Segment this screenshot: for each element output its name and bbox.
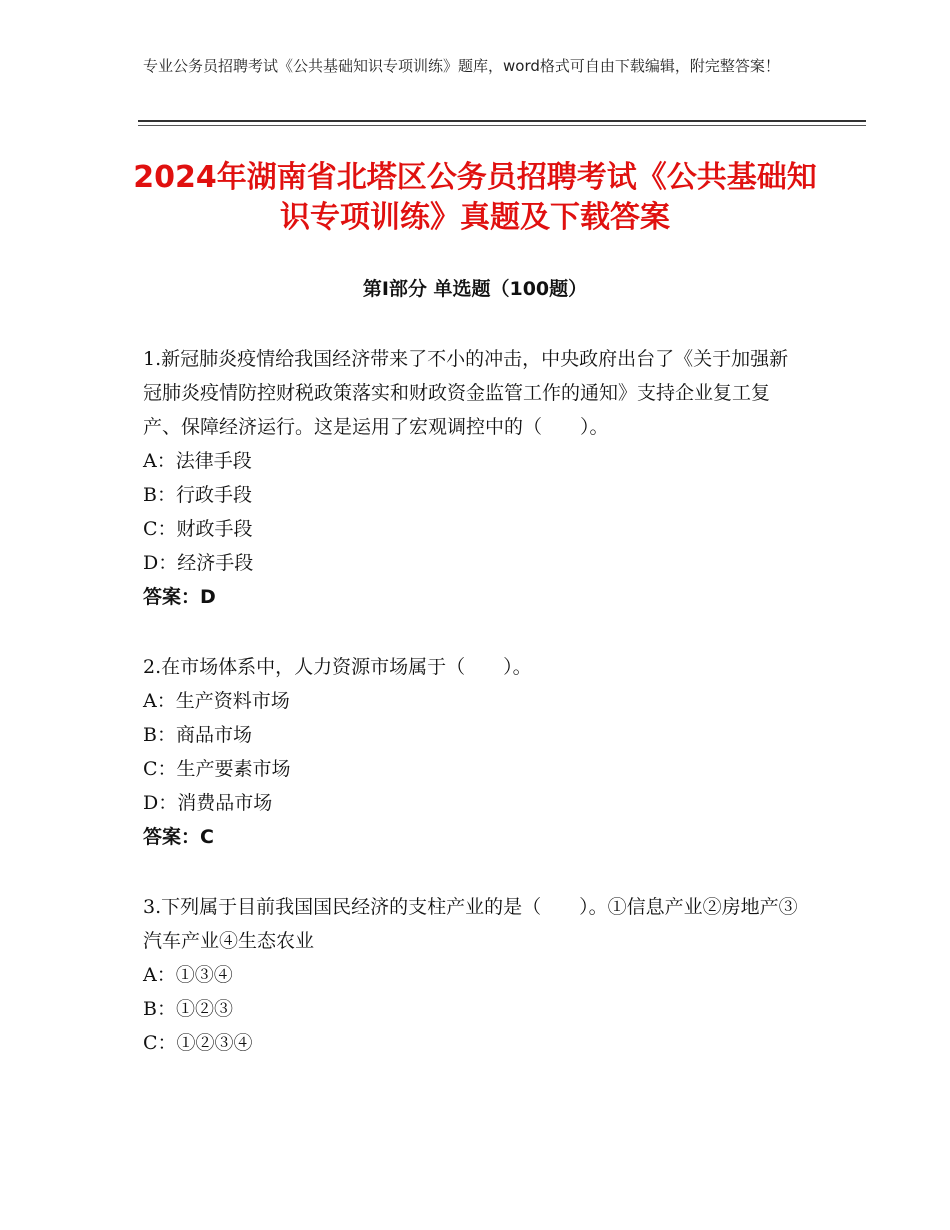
option-b: B：行政手段: [143, 484, 252, 506]
option-a: A：①③④: [143, 964, 233, 986]
option-a: A：法律手段: [143, 450, 252, 472]
question-3: [143, 890, 803, 1060]
question-stem: 3.下列属于目前我国国民经济的支柱产业的是（ ）。①信息产业②房地产③汽车产业④生态农业: [143, 896, 798, 952]
question-stem: 1.新冠肺炎疫情给我国经济带来了不小的冲击，中央政府出台了《关于加强新冠肺炎疫情防控财税政策落实和财政资金监管工作的通知》支持企业复工复产、保障经济运行。这是运用了宏观调控中的（ ）。: [143, 348, 789, 438]
option-b: B：①②③: [143, 998, 233, 1020]
question-stem: 2.在市场体系中，人力资源市场属于（ ）。: [143, 656, 532, 678]
answer: 答案：C: [143, 826, 214, 848]
section-heading: 第Ⅰ部分 单选题（100题）: [362, 278, 588, 300]
header-note: 专业公务员招聘考试《公共基础知识专项训练》题库，word格式可自由下载编辑，附完整答案！: [143, 57, 780, 75]
header-divider-thin: [138, 125, 866, 126]
answer: 答案：D: [143, 586, 216, 608]
header-divider-thick: [138, 120, 866, 122]
option-c: C：财政手段: [143, 518, 253, 540]
document-title: 2024年湖南省北塔区公务员招聘考试《公共基础知识专项训练》真题及下载答案: [133, 160, 817, 235]
question-list: [143, 342, 803, 1096]
question-2: [143, 650, 803, 854]
question-1: [143, 342, 803, 614]
option-d: D：消费品市场: [143, 792, 273, 814]
option-c: C：生产要素市场: [143, 758, 291, 780]
option-c: C：①②③④: [143, 1032, 253, 1054]
option-b: B：商品市场: [143, 724, 252, 746]
option-a: A：生产资料市场: [143, 690, 290, 712]
option-d: D：经济手段: [143, 552, 254, 574]
